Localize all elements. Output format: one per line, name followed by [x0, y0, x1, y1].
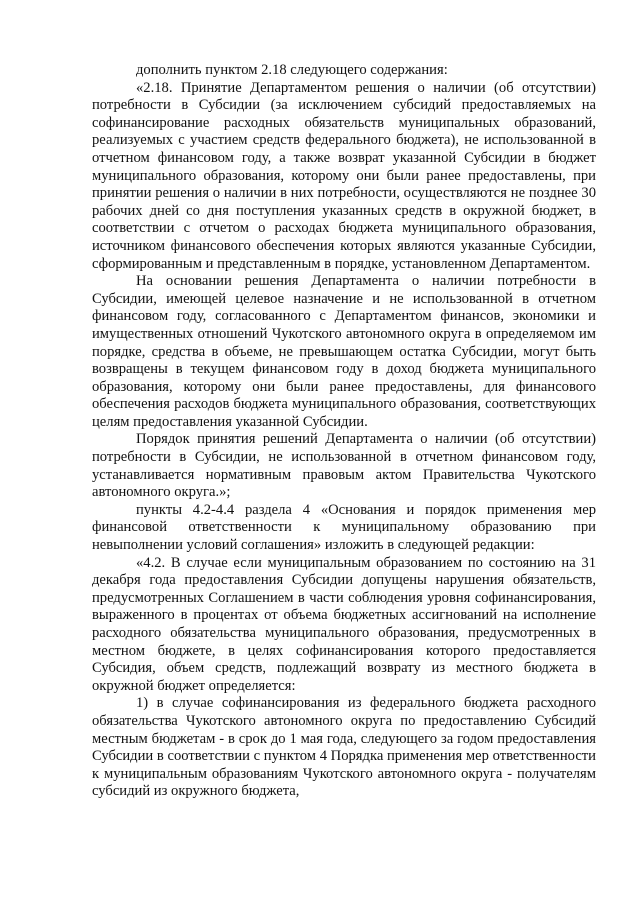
paragraph-2-18: «2.18. Принятие Департаментом решения о наличии (об отсутствии) потребности в Субсидии (за исключением субсидий предоставляемых на софинансирование расходных обязательств муниципальных образований, реализуемых с участием средств федерального бюджета), не использованной в отчетном финансовом году, а также возврат указанной Субсидии в бюджет муниципального образования, которому они были ранее предоставлены, при принятии решения о наличии в них потребности, осуществляются не позднее 30 рабочих дней со дня поступления указанных средств в окружной бюджет, в соответствии с отчетом о расходах бюджета муниципального образования, источником финансового обеспечения которых являются указанные Субсидии, сформированным и представленным в порядке, установленном Департаментом.: [92, 79, 596, 272]
paragraph-basis: На основании решения Департамента о наличии потребности в Субсидии, имеющей целевое назначение и не использованной в отчетном финансовом году, согласованного с Департаментом финансов, экономики и имущественных отношений Чукотского автономного округа в определяемом им порядке, средства в объеме, не превышающем остатка Субсидии, могут быть возвращены в текущем финансовом году в доход бюджета муниципального образования, которому они были ранее предоставлены, для финансового обеспечения расходов бюджета муниципального образования, соответствующих целям предоставления указанной Субсидии.: [92, 273, 596, 430]
document-page: [92, 62, 596, 801]
paragraph-items-4-2-4-4: пункты 4.2-4.4 раздела 4 «Основания и порядок применения мер финансовой ответственности к муниципальному образованию при невыполнении условий соглашения» изложить в следующей редакции:: [92, 501, 596, 554]
paragraph-intro: дополнить пунктом 2.18 следующего содержания:: [136, 62, 448, 78]
paragraph-procedure: Порядок принятия решений Департамента о наличии (об отсутствии) потребности в Субсидии, не использованной в отчетном финансовом году, устанавливается нормативным правовым актом Правительства Чукотского автономного округа.»;: [92, 431, 596, 501]
paragraph-4-2: «4.2. В случае если муниципальным образованием по состоянию на 31 декабря года предоставления Субсидии допущены нарушения обязательств, предусмотренных Соглашением в части соблюдения уровня софинансирования, выраженного в процентах от объема бюджетных ассигнований на исполнение расходного обязательства муниципального образования, предусмотренных в местном бюджете, в целях софинансирования которого предоставляется Субсидия, объем средств, подлежащий возврату из местного бюджета в окружной бюджет определяется:: [92, 554, 596, 694]
paragraph-subitem-1: 1) в случае софинансирования из федерального бюджета расходного обязательства Чукотского автономного округа по предоставлению Субсидий местным бюджетам - в срок до 1 мая года, следующего за годом предоставления Субсидии в соответствии с пунктом 4 Порядка применения мер ответственности к муниципальным образованиям Чукотского автономного округа - получателям субсидий из окружного бюджета,: [92, 695, 596, 800]
